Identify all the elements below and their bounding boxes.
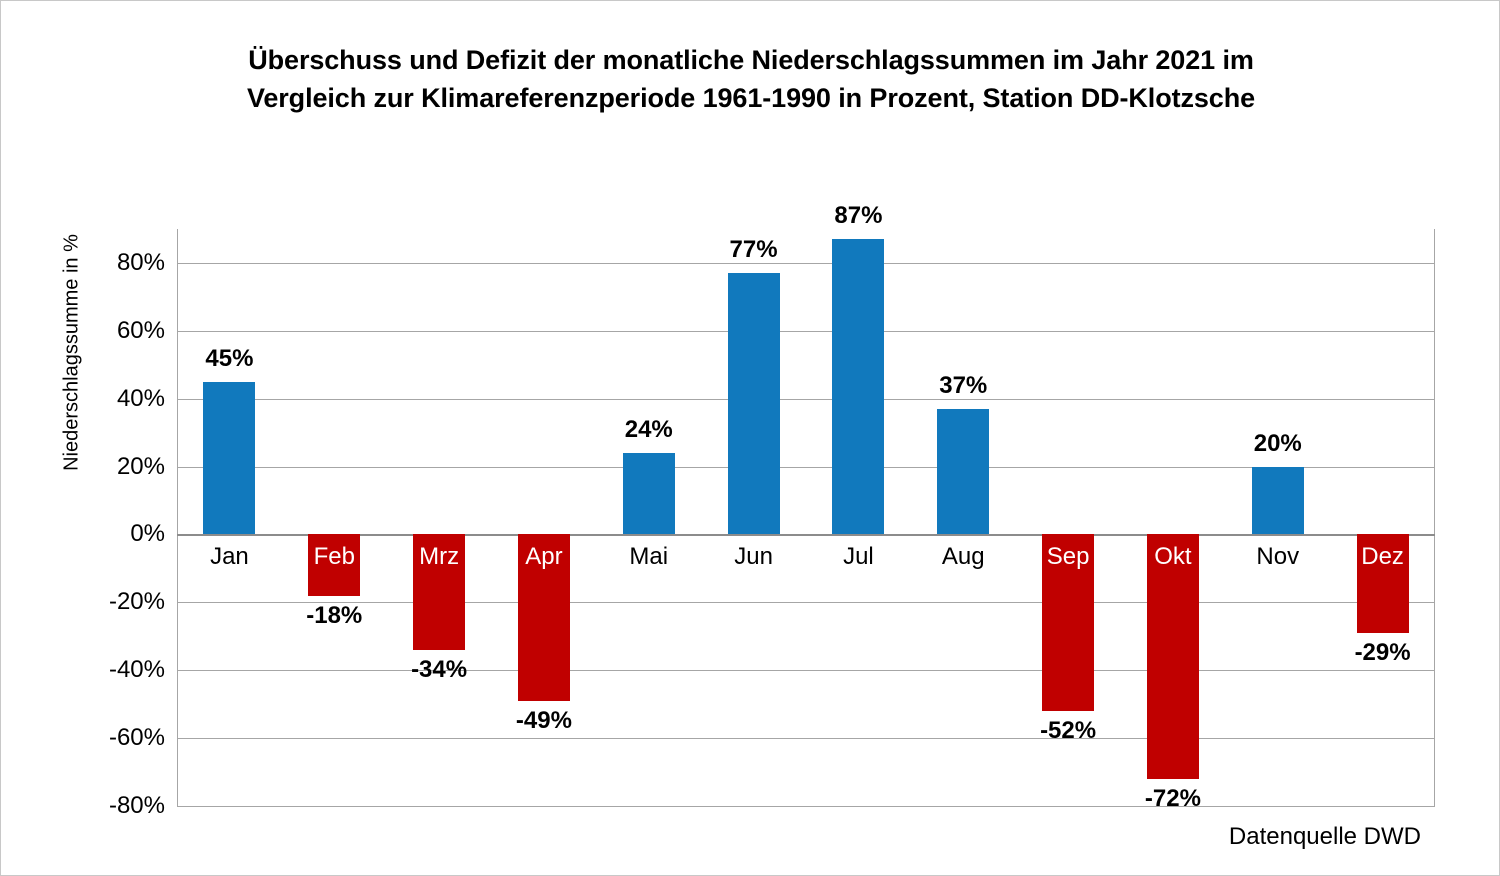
bar-value-label: 24%: [624, 416, 673, 443]
plot-area: [177, 202, 1435, 812]
category-label: Jun: [734, 543, 773, 571]
bar[interactable]: [937, 409, 989, 535]
category-label: Feb: [313, 543, 355, 571]
y-axis-tick-label: 20%: [116, 452, 165, 480]
gridline: [177, 806, 1435, 807]
chart-title: [151, 41, 1351, 118]
bar-value-label: 87%: [834, 202, 883, 230]
y-axis-tick-label: -80%: [108, 792, 165, 819]
bar-value-label: -72%: [1144, 784, 1201, 812]
bar-value-label: 77%: [729, 236, 778, 264]
y-axis-tick-label: -20%: [108, 588, 165, 616]
y-axis-tick-label: -40%: [108, 656, 165, 684]
bar-value-label: -34%: [411, 655, 468, 683]
gridline: [177, 670, 1435, 671]
category-label: Apr: [525, 543, 563, 571]
y-axis-line: [177, 229, 178, 806]
bar-value-label: -29%: [1354, 638, 1411, 666]
plot-right-edge: [1434, 229, 1435, 806]
category-label: Mai: [629, 543, 669, 571]
y-axis-tick-label: -60%: [108, 724, 165, 752]
chart-title-line-1: Überschuss und Defizit der monatliche Niederschlagssummen im Jahr 2021 im: [248, 45, 1254, 75]
gridline: [177, 467, 1435, 468]
category-label: Aug: [941, 543, 985, 571]
category-label: Sep: [1046, 543, 1090, 571]
bar-value-label: -18%: [306, 601, 363, 629]
chart-title-line-2: Vergleich zur Klimareferenzperiode 1961-1990 in Prozent, Station DD-Klotzsche: [246, 83, 1256, 114]
gridline: [177, 399, 1435, 400]
bar[interactable]: [832, 239, 884, 534]
y-axis-title: Niederschlagssumme in %: [60, 234, 83, 471]
y-axis-tick-label: 0%: [130, 520, 165, 548]
category-label: Okt: [1154, 543, 1192, 571]
bar-value-label: -52%: [1040, 716, 1097, 744]
bar[interactable]: [1252, 467, 1304, 535]
bar[interactable]: [728, 273, 780, 534]
category-label: Mrz: [419, 543, 460, 571]
y-axis-tick-label: 80%: [116, 248, 165, 276]
y-axis-tick-label: 60%: [116, 316, 165, 344]
bar-value-label: 45%: [205, 344, 254, 372]
zero-axis-line: [177, 534, 1435, 536]
category-label: Nov: [1256, 543, 1300, 571]
y-axis-tick-label: 40%: [116, 384, 165, 412]
category-label: Dez: [1361, 543, 1404, 571]
bar[interactable]: [203, 382, 255, 535]
bar[interactable]: [623, 453, 675, 534]
gridline: [177, 738, 1435, 739]
category-label: Jan: [210, 543, 249, 571]
bar-value-label: 20%: [1253, 429, 1302, 457]
gridline: [177, 331, 1435, 332]
bar-value-label: 37%: [939, 371, 988, 399]
source-note: Datenquelle DWD: [1228, 823, 1421, 850]
category-label: Jul: [843, 543, 874, 571]
bar-value-label: -49%: [515, 706, 572, 734]
